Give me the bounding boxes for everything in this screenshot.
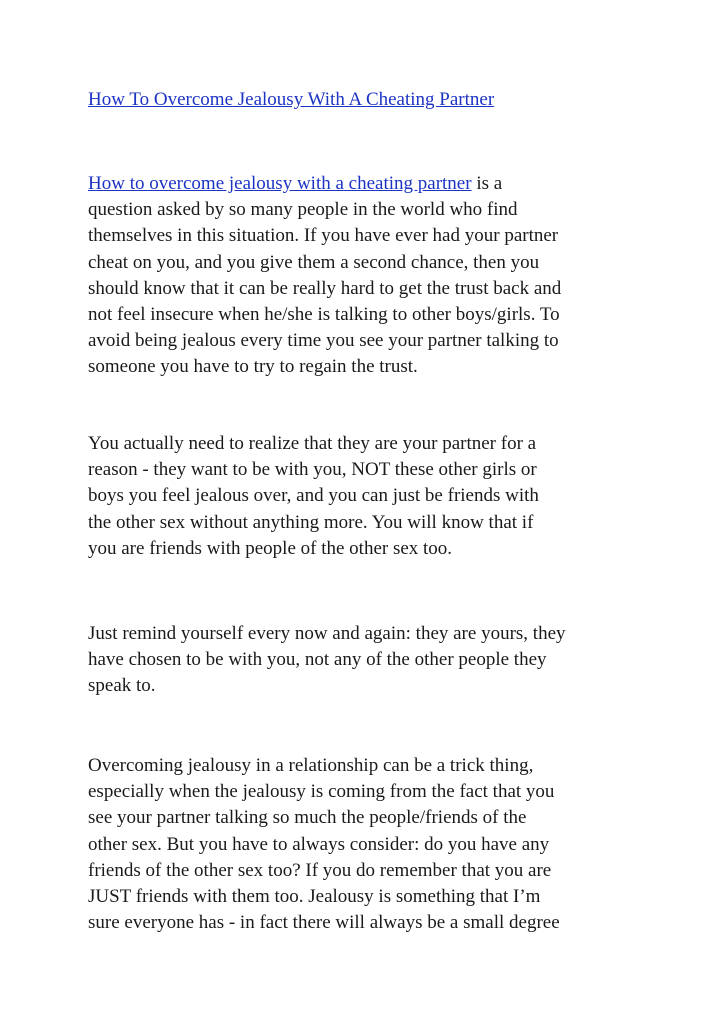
paragraph-line: not feel insecure when he/she is talking to other boys/girls. To (88, 304, 560, 326)
paragraph-line: the other sex without anything more. You will know that if (88, 511, 534, 533)
inline-keyword-link[interactable]: How to overcome jealousy with a cheating partner (88, 173, 472, 194)
paragraph-2 (88, 431, 648, 562)
paragraph-line: have chosen to be with you, not any of the other people they (88, 649, 547, 671)
paragraph-line: JUST friends with them too. Jealousy is something that I’m (88, 886, 541, 908)
paragraph-line: reason - they want to be with you, NOT these other girls or (88, 459, 537, 481)
paragraph-4 (88, 753, 648, 936)
paragraph-line: Overcoming jealousy in a relationship can be a trick thing, (88, 755, 534, 776)
paragraph-line: especially when the jealousy is coming from the fact that you (88, 781, 555, 803)
paragraph-line: avoid being jealous every time you see your partner talking to (88, 330, 559, 352)
paragraph-line: cheat on you, and you give them a second chance, then you (88, 251, 540, 273)
paragraph-line: speak to. (88, 675, 156, 697)
paragraph-line: sure everyone has - in fact there will always be a small degree (88, 912, 560, 934)
paragraph-line: someone you have to try to regain the trust. (88, 356, 418, 378)
paragraph-line: other sex. But you have to always consider: do you have any (88, 833, 550, 855)
paragraph-line: should know that it can be really hard to get the trust back and (88, 277, 562, 299)
paragraph-line (88, 171, 648, 197)
paragraph-line: Just remind yourself every now and again: they are yours, they (88, 623, 566, 644)
paragraph-line: you are friends with people of the other sex too. (88, 537, 453, 559)
paragraph-line: see your partner talking so much the people/friends of the (88, 807, 527, 829)
line-text: is a (471, 173, 503, 194)
paragraph-3 (88, 621, 648, 700)
paragraph-line: themselves in this situation. If you have ever had your partner (88, 225, 559, 247)
paragraph-line: friends of the other sex too? If you do remember that you are (88, 859, 552, 881)
paragraph-line: question asked by so many people in the world who find (88, 199, 518, 221)
paragraph-1 (88, 171, 648, 381)
document-title-link[interactable]: How To Overcome Jealousy With A Cheating Partner (88, 89, 495, 110)
paragraph-line: You actually need to realize that they are your partner for a (88, 433, 537, 454)
paragraph-line: boys you feel jealous over, and you can just be friends with (88, 485, 539, 507)
